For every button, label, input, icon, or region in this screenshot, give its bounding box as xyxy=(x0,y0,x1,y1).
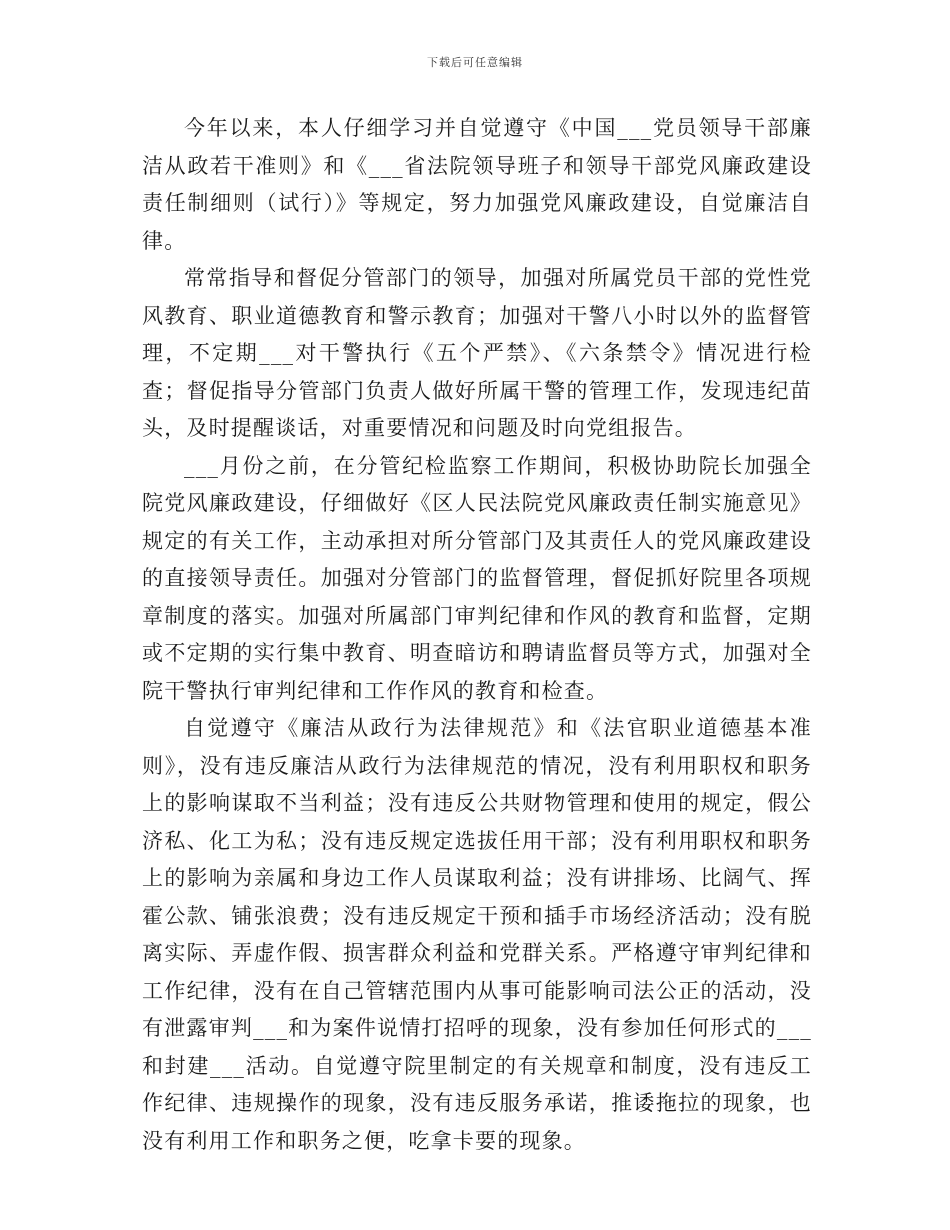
paragraph-1: 今年以来，本人仔细学习并自觉遵守《中国___党员领导干部廉洁从政若干准则》和《___省法院领导班子和领导干部党风廉政建设责任制细则（试行）》等规定，努力加强党风廉政建设，自觉廉洁自律。 xyxy=(142,116,812,253)
paragraph-3: ___月份之前，在分管纪检监察工作期间，积极协助院长加强全院党风廉政建设，仔细做好《区人民法院党风廉政责任制实施意见》规定的有关工作，主动承担对所分管部门及其责任人的党风廉政建设的直接领导责任。加强对分管部门的监督管理，督促抓好院里各项规章制度的落实。加强对所属部门审判纪律和作风的教育和监督，定期或不定期的实行集中教育、明查暗访和聘请监督员等方式，加强对全院干警执行审判纪律和工作作风的教育和检查。 xyxy=(142,453,812,703)
paragraph-2: 常常指导和督促分管部门的领导，加强对所属党员干部的党性党风教育、职业道德教育和警示教育；加强对干警八小时以外的监督管理，不定期___对干警执行《五个严禁》、《六条禁令》情况进行检查；督促指导分管部门负责人做好所属干警的管理工作，发现违纪苗头，及时提醒谈话，对重要情况和问题及时向党组报告。 xyxy=(142,266,812,440)
document-body xyxy=(142,110,812,1160)
page-header: 下载后可任意编辑 xyxy=(427,56,523,69)
paragraph-4: 自觉遵守《廉洁从政行为法律规范》和《法官职业道德基本准则》，没有违反廉洁从政行为法律规范的情况，没有利用职权和职务上的影响谋取不当利益；没有违反公共财物管理和使用的规定，假公济私、化工为私；没有违反规定选拔任用干部；没有利用职权和职务上的影响为亲属和身边工作人员谋取利益；没有讲排场、比阔气、挥霍公款、铺张浪费；没有违反规定干预和插手市场经济活动；没有脱离实际、弄虚作假、损害群众利益和党群关系。严格遵守审判纪律和工作纪律，没有在自己管辖范围内从事可能影响司法公正的活动，没有泄露审判___和为案件说情打招呼的现象，没有参加任何形式的___和封建___活动。自觉遵守院里制定的有关规章和制度，没有违反工作纪律、违规操作的现象，没有违反服务承诺，推诿拖拉的现象，也没有利用工作和职务之便，吃拿卡要的现象。 xyxy=(142,716,812,1153)
